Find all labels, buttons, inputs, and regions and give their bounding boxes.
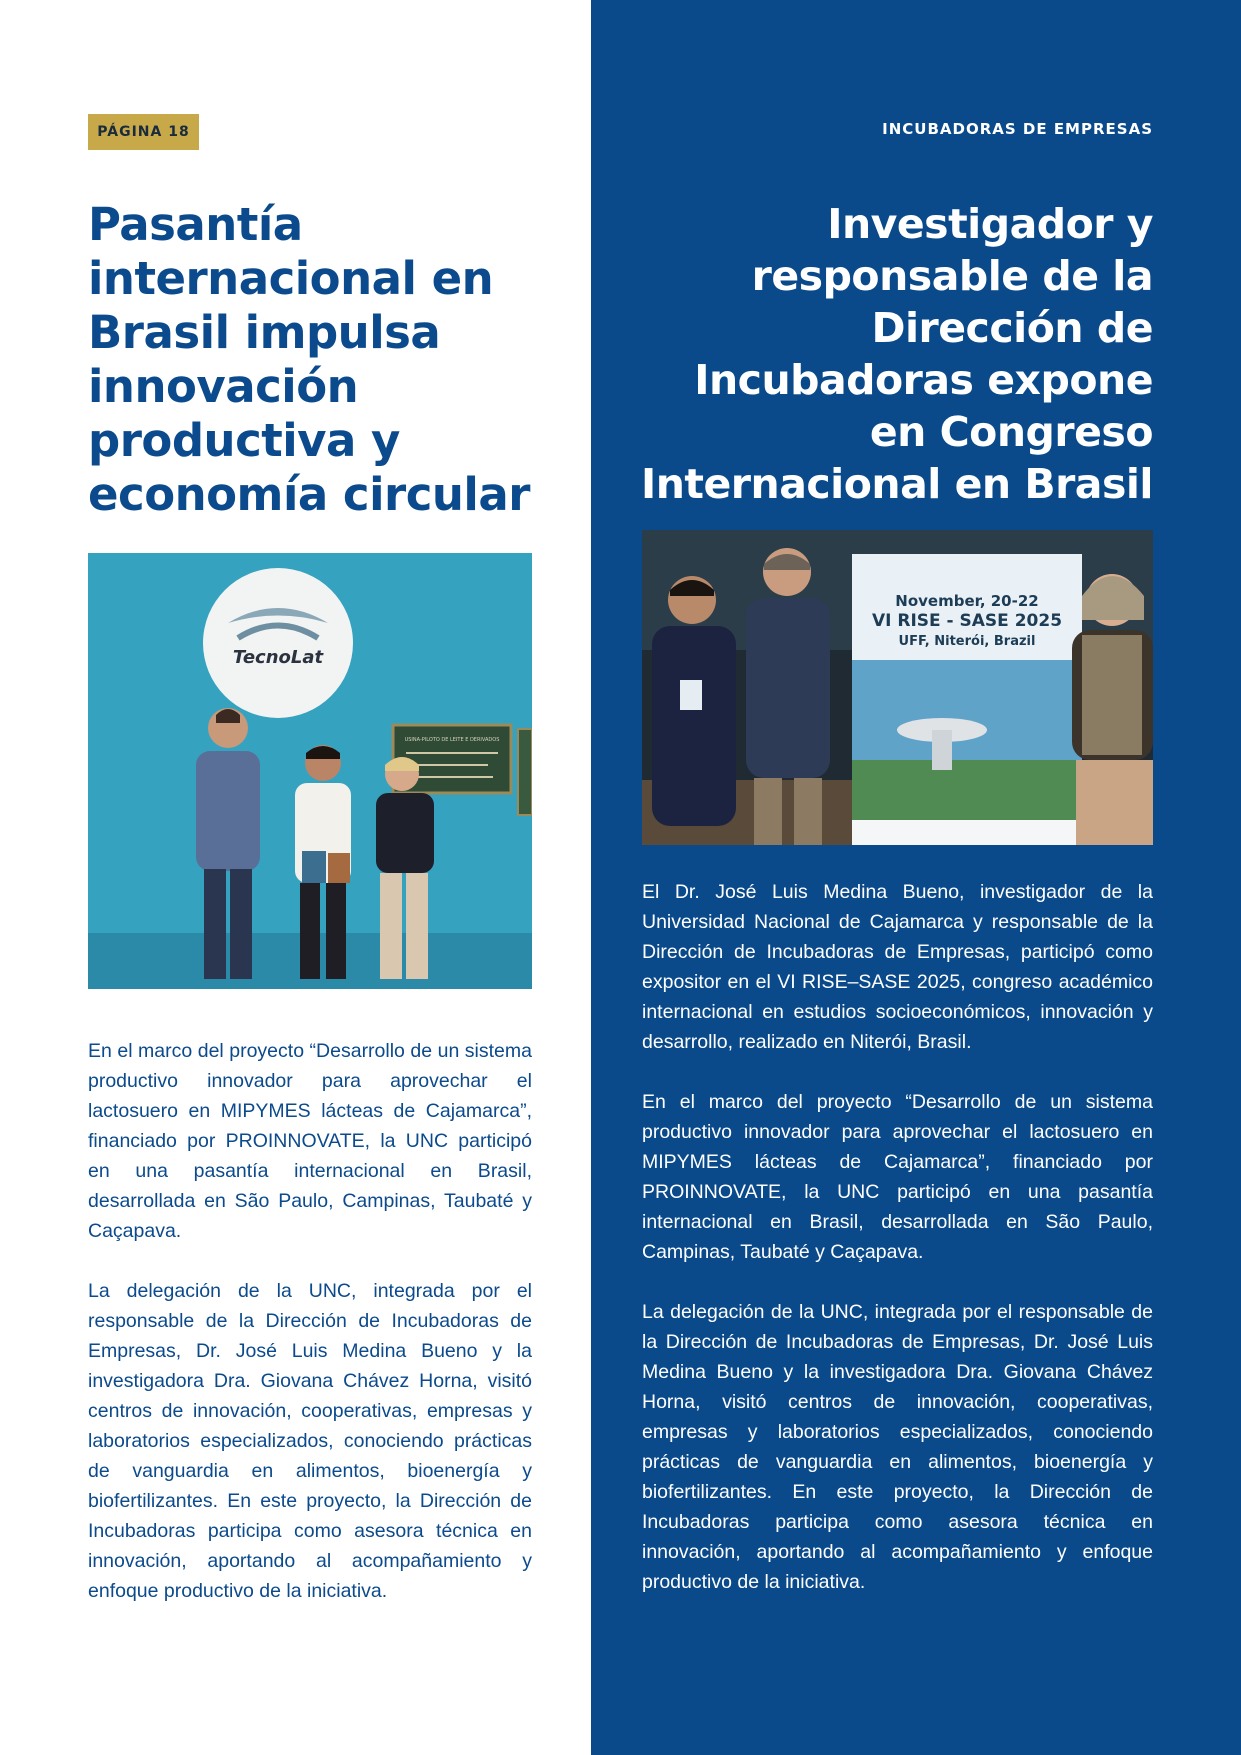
right-article-body bbox=[642, 877, 1153, 1627]
banner-date: November, 20-22 bbox=[895, 592, 1039, 610]
page-number-badge: PÁGINA 18 bbox=[88, 114, 199, 150]
tecnolat-sign-text: TecnoLat bbox=[232, 647, 324, 668]
section-label: INCUBADORAS DE EMPRESAS bbox=[882, 120, 1153, 138]
right-paragraph: La delegación de la UNC, integrada por el responsable de la Dirección de Incubadoras de Empresas, Dr. José Luis Medina Bueno y la investigadora Dra. Giovana Chávez Horna, visitó centros de innovación, cooperativas, empresas y laboratorios especializados, conociendo prácticas de vanguardia en alimentos, bioenergía y biofertilizantes. En este proyecto, la Dirección de Incubadoras participa como asesora técnica en innovación, aportando al acompañamiento y enfoque productivo de la iniciativa. bbox=[642, 1301, 1153, 1593]
left-paragraph: En el marco del proyecto “Desarrollo de un sistema productivo innovador para aprovechar el lactosuero en MIPYMES lácteas de Cajamarca”, financiado por PROINNOVATE, la UNC participó en una pasantía internacional en Brasil, desarrollada en São Paulo, Campinas, Taubaté y Caçapava. bbox=[88, 1040, 532, 1242]
congress-group-photo bbox=[642, 530, 1153, 845]
left-paragraph: La delegación de la UNC, integrada por el responsable de la Dirección de Incubadoras de Empresas, Dr. José Luis Medina Bueno y la investigadora Dra. Giovana Chávez Horna, visitó centros de innovación, cooperativas, empresas y laboratorios especializados, conociendo prácticas de vanguardia en alimentos, bioenergía y biofertilizantes. En este proyecto, la Dirección de Incubadoras participa como asesora técnica en innovación, aportando al acompañamiento y enfoque productivo de la iniciativa. bbox=[88, 1280, 532, 1602]
right-paragraph: El Dr. José Luis Medina Bueno, investigador de la Universidad Nacional de Cajamarca y responsable de la Dirección de Incubadoras de Empresas, participó como expositor en el VI RISE–SASE 2025, congreso académico internacional en estudios socioeconómicos, innovación y desarrollo, realizado en Niterói, Brasil. bbox=[642, 881, 1153, 1053]
left-article-body bbox=[88, 1036, 532, 1636]
banner-location: UFF, Niterói, Brazil bbox=[898, 634, 1036, 649]
tecnolat-group-photo bbox=[88, 553, 532, 989]
right-paragraph: En el marco del proyecto “Desarrollo de un sistema productivo innovador para aprovechar el lactosuero en MIPYMES lácteas de Cajamarca”, financiado por PROINNOVATE, la UNC participó en una pasantía internacional en Brasil, desarrollada en São Paulo, Campinas, Taubaté y Caçapava. bbox=[642, 1091, 1153, 1263]
right-article-title: Investigador y responsable de la Dirección de Incubadoras expone en Congreso Internacional en Brasil bbox=[640, 200, 1153, 508]
left-article-title: Pasantía internacional en Brasil impulsa innovación productiva y economía circular bbox=[88, 198, 530, 521]
banner-title: VI RISE - SASE 2025 bbox=[871, 611, 1063, 631]
plaque-text: USINA-PILOTO DE LEITE E DERIVADOS bbox=[404, 737, 500, 743]
left-column bbox=[0, 0, 591, 1755]
